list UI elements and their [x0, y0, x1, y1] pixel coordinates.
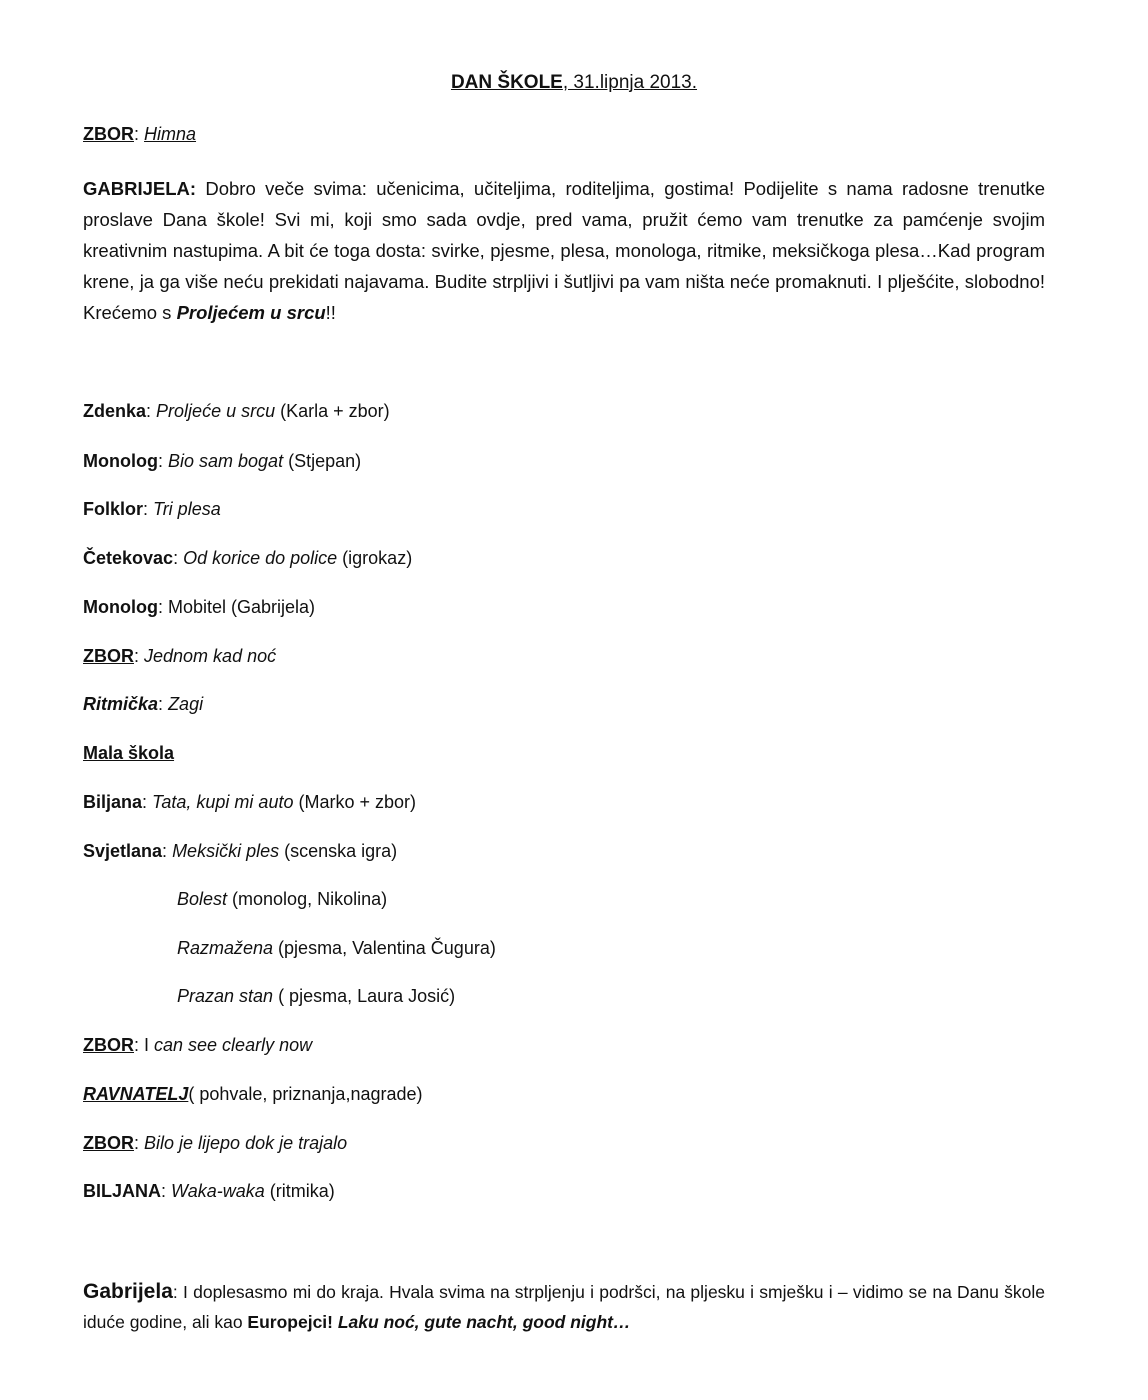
program-subitem: [177, 938, 496, 959]
program-label: Četekovac: [83, 548, 174, 568]
program-item: [83, 499, 221, 520]
program-note: (Stjepan): [283, 451, 362, 471]
program-item: [83, 451, 361, 472]
program-note: ( pohvale, priznanja,nagrade): [188, 1084, 423, 1104]
program-note: (pjesma, Valentina Čugura): [273, 938, 496, 958]
program-label: Folklor: [83, 499, 144, 519]
intro-paragraph: [83, 173, 1045, 328]
program-item: [83, 1133, 347, 1154]
program-note: (scenska igra): [279, 841, 398, 861]
program-sep: :: [134, 646, 145, 666]
program-note: (monolog, Nikolina): [227, 889, 388, 909]
program-subitem: [177, 889, 387, 910]
intro-highlight: Proljećem u srcu: [176, 302, 326, 323]
closing-farewell: Laku noć, gute nacht, good night…: [333, 1312, 631, 1332]
program-label: Biljana: [83, 792, 143, 812]
program-piece: Bio sam bogat: [168, 451, 284, 471]
program-sep: :: [157, 597, 168, 617]
program-piece: Bilo je lijepo dok je trajalo: [144, 1133, 348, 1153]
opening-piece: Himna: [144, 124, 197, 144]
program-piece: Prazan stan: [177, 986, 274, 1006]
program-sep: :: [157, 451, 168, 471]
program-label: Zdenka: [83, 401, 147, 421]
program-item: [83, 841, 397, 862]
opening-label: ZBOR: [83, 124, 134, 144]
opening-sep: :: [134, 124, 145, 144]
program-label: Monolog: [83, 451, 158, 471]
program-piece: Jednom kad noć: [144, 646, 277, 666]
program-label: Ritmička: [83, 694, 159, 714]
title-date: , 31.lipnja 2013.: [562, 72, 698, 93]
program-piece: Tata, kupi mi auto: [152, 792, 294, 812]
program-sep: :: [146, 401, 157, 421]
program-item: [83, 694, 203, 715]
program-piece: Bolest: [177, 889, 228, 909]
section-heading: [83, 743, 174, 764]
program-piece: Tri plesa: [153, 499, 221, 519]
closing-text: : I doplesasmo mi do kraja. Hvala svima na strpljenju i podršci, na pljesku i smješku i – vidimo se na Danu škole iduće godine, ali kao: [83, 1282, 1045, 1332]
program-label: Svjetlana: [83, 841, 163, 861]
program-label: ZBOR: [83, 646, 134, 666]
program-sep: :: [143, 499, 154, 519]
program-sep: :: [161, 1181, 172, 1201]
program-note: (igrokaz): [337, 548, 413, 568]
document-title: [0, 72, 1148, 94]
program-note: (Marko + zbor): [293, 792, 416, 812]
program-sep: :: [142, 792, 153, 812]
program-sep: :: [134, 1133, 145, 1153]
intro-text: Dobro veče svima: učenicima, učiteljima, roditeljima, gostima! Podijelite s nama radosne trenutke proslave Dana škole! Svi mi, koji smo sada ovdje, pred vama, pružit ćemo vam trenutke za pamćenje svojim kreativnim nastupima. A bit će toga dosta: svirke, pjesme, plesa, monologa, ritmike, meksičkoga plesa…Kad program krene, ja ga više neću prekidati najavama. Budite strpljivi i šutljivi pa vam ništa neće promaknuti. I plješćite, slobodno! Krećemo s: [83, 178, 1045, 323]
program-label: Mala škola: [83, 743, 175, 763]
program-label: RAVNATELJ: [83, 1084, 189, 1104]
title-main: DAN ŠKOLE: [450, 72, 563, 93]
program-sep: :: [173, 548, 184, 568]
program-sep: : I: [134, 1035, 155, 1055]
program-item: [83, 792, 416, 813]
program-label: ZBOR: [83, 1035, 134, 1055]
program-piece: Od korice do police: [183, 548, 338, 568]
program-label: BILJANA: [83, 1181, 162, 1201]
program-sep: :: [158, 694, 169, 714]
intro-speaker: GABRIJELA:: [83, 178, 197, 199]
program-sep: :: [162, 841, 173, 861]
program-note: (ritmika): [264, 1181, 335, 1201]
program-note: ( pjesma, Laura Josić): [273, 986, 456, 1006]
program-piece: can see clearly now: [154, 1035, 313, 1055]
program-label: ZBOR: [83, 1133, 134, 1153]
program-item: [83, 548, 412, 569]
intro-end: !!: [325, 302, 336, 323]
program-note: (Karla + zbor): [275, 401, 390, 421]
program-piece: Meksički ples: [172, 841, 280, 861]
program-item: [83, 1035, 312, 1056]
program-item: [83, 1084, 423, 1105]
program-item: [83, 597, 315, 618]
program-piece: Razmažena: [177, 938, 274, 958]
program-piece: Zagi: [168, 694, 204, 714]
closing-paragraph: [83, 1277, 1045, 1337]
program-item: [83, 646, 276, 667]
program-item: [83, 1181, 335, 1202]
program-piece: Waka-waka: [171, 1181, 265, 1201]
closing-speaker: Gabrijela: [83, 1280, 173, 1303]
closing-highlight: Europejci!: [247, 1312, 333, 1332]
program-note: Mobitel (Gabrijela): [168, 597, 316, 617]
opening-line: [83, 124, 196, 145]
program-label: Monolog: [83, 597, 158, 617]
program-item: [83, 401, 390, 422]
program-subitem: [177, 986, 455, 1007]
program-piece: Proljeće u srcu: [156, 401, 276, 421]
